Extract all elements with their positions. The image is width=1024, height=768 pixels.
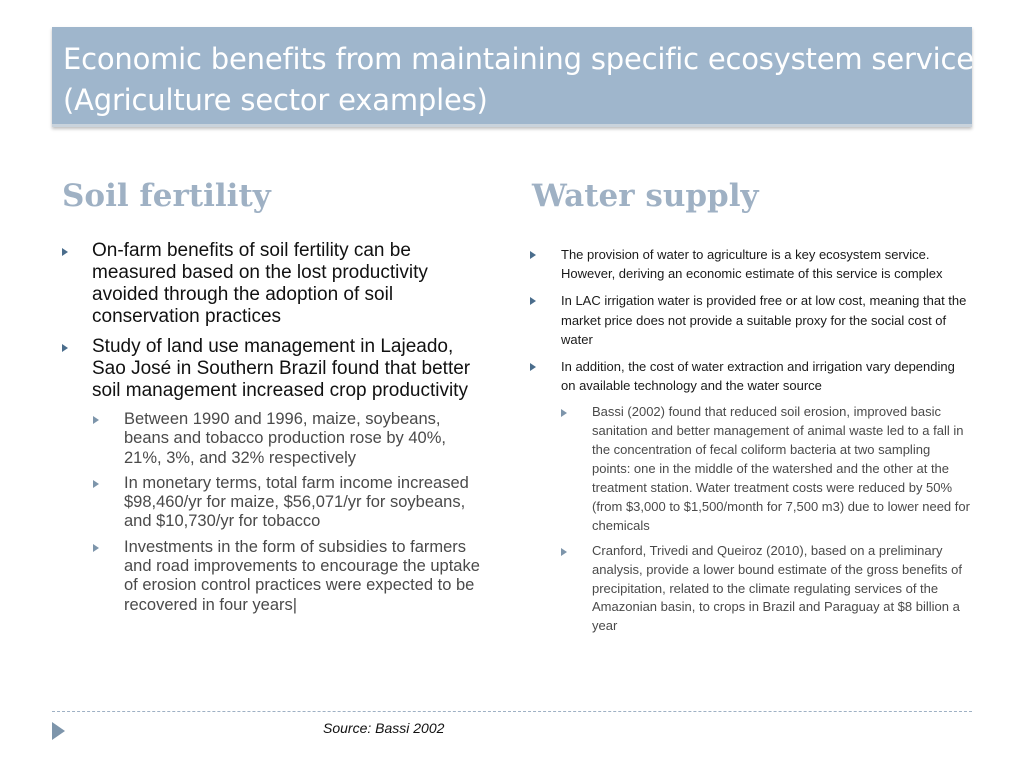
bullet-arrow-icon <box>561 409 567 417</box>
water-supply-list <box>530 245 970 395</box>
list-item-text: The provision of water to agriculture is a key ecosystem service. However, deriving an economic estimate of this service is complex <box>561 247 943 282</box>
list-item-text: In addition, the cost of water extraction and irrigation vary depending on available technology and the water source <box>561 359 955 394</box>
list-item-text: Study of land use management in Lajeado, Sao José in Southern Brazil found that better soil management increased crop productivity <box>92 336 471 401</box>
list-item-text: In LAC irrigation water is provided free or at low cost, meaning that the market price does not provide a suitable proxy for the social cost of water <box>561 293 967 347</box>
list-item <box>530 291 970 349</box>
list-item-text: Between 1990 and 1996, maize, soybeans, beans and tobacco production rose by 40%, 21%, 3%, and 32% respectively <box>124 410 446 467</box>
list-item <box>530 245 970 283</box>
source-citation: Source: Bassi 2002 <box>323 720 445 736</box>
list-item <box>561 403 970 535</box>
water-supply-heading: Water supply <box>532 178 759 214</box>
bullet-arrow-icon <box>530 251 536 259</box>
bullet-arrow-icon <box>93 480 99 488</box>
list-item-text: In monetary terms, total farm income increased $98,460/yr for maize, $56,071/yr for soybeans, and $10,730/yr for tobacco <box>124 473 469 531</box>
slide-title-line-2: (Agriculture sector examples) <box>63 83 488 117</box>
bullet-arrow-icon <box>530 363 536 371</box>
list-item <box>62 336 482 402</box>
slide-title-bar <box>52 27 989 127</box>
water-supply-sublist <box>561 403 970 636</box>
list-item <box>93 410 482 468</box>
list-item-text: On-farm benefits of soil fertility can be measured based on the lost productivity avoided through the adoption of soil conservation practices <box>92 240 428 327</box>
list-item <box>93 474 482 532</box>
list-item <box>561 542 970 637</box>
list-item <box>62 240 482 328</box>
bullet-arrow-icon <box>93 416 99 424</box>
soil-fertility-list <box>62 240 482 402</box>
soil-fertility-heading: Soil fertility <box>62 178 271 214</box>
footer-arrow-icon <box>52 722 65 740</box>
bullet-arrow-icon <box>93 544 99 552</box>
list-item-text: Bassi (2002) found that reduced soil erosion, improved basic sanitation and better management of animal waste led to a fall in the concentration of fecal coliform bacteria at two sampling points: one in the middle of the watershed and the other at the treatment station. Water treatment costs were reduced by 50% (from $3,000 to $1,500/month for 7,500 m3) due to lower need for chemicals <box>592 404 970 533</box>
list-item <box>530 357 970 395</box>
footer-divider <box>52 711 972 712</box>
bullet-arrow-icon <box>62 344 68 352</box>
left-column <box>62 240 482 621</box>
slide-title-line-1: Economic benefits from maintaining specific ecosystem services <box>63 42 989 76</box>
right-column <box>530 245 970 642</box>
bullet-arrow-icon <box>530 297 536 305</box>
list-item <box>93 538 482 615</box>
list-item-text: Investments in the form of subsidies to farmers and road improvements to encourage the uptake of erosion control practices were expected to be recovered in four years| <box>124 537 480 614</box>
list-item-text: Cranford, Trivedi and Queiroz (2010), based on a preliminary analysis, provide a lower bound estimate of the gross benefits of precipitation, related to the climate regulating services of the Amazonian basin, to crops in Brazil and Paraguay at $8 billion a year <box>592 542 962 634</box>
soil-fertility-sublist <box>93 410 482 615</box>
bullet-arrow-icon <box>62 248 68 256</box>
bullet-arrow-icon <box>561 548 567 556</box>
